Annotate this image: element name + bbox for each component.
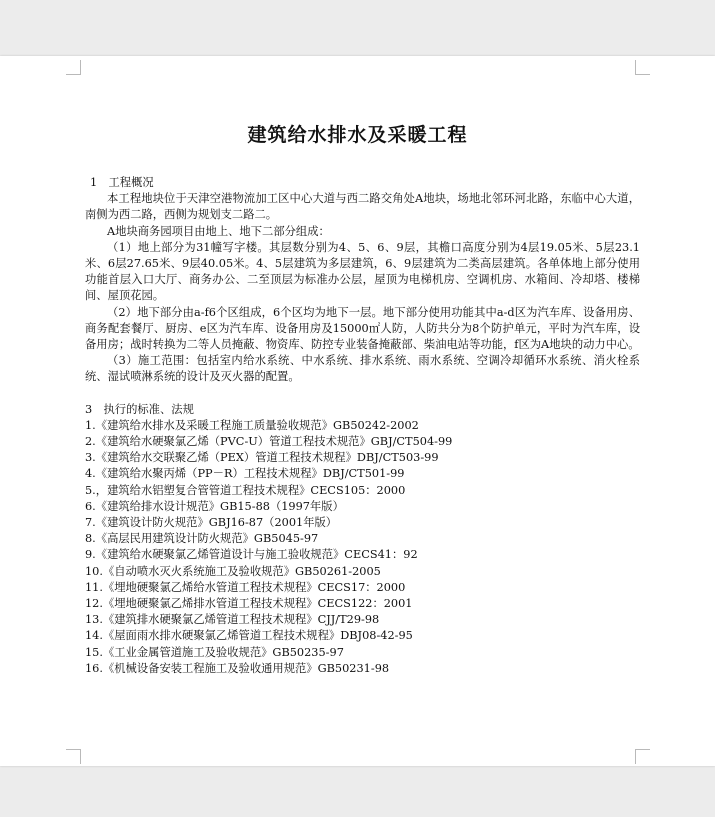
standards-list: [85, 418, 640, 677]
standard-item: 10.《自动喷水灭火系统施工及验收规范》GB50261-2005: [85, 564, 381, 578]
document-page: [0, 56, 715, 766]
section-heading-standards: 3 执行的标准、法规: [85, 402, 194, 416]
standard-item: 1.《建筑给水排水及采暖工程施工质量验收规范》GB50242-2002: [85, 418, 419, 432]
standard-item: 9.《建筑给水硬聚氯乙烯管道设计与施工验收规范》CECS41：92: [85, 548, 418, 562]
standard-item: 5.，建筑给水铝塑复合管管道工程技术规程》CECS105：2000: [85, 483, 406, 497]
crop-mark-top-left: [66, 60, 81, 75]
standard-item: 2.《建筑给水硬聚氯乙烯（PVC-U）管道工程技术规范》GBJ/CT504-99: [85, 435, 453, 449]
crop-mark-bottom-right: [635, 749, 650, 764]
standard-item: 15.《工业金属管道施工及验收规范》GB50235-97: [85, 645, 344, 659]
crop-mark-bottom-left: [66, 749, 81, 764]
standard-item: 7.《建筑设计防火规范》GBJ16-87（2001年版）: [85, 516, 338, 530]
document-title: 建筑给水排水及采暖工程: [247, 124, 468, 146]
paragraph-composition: A地块商务园项目由地上、地下二部分组成：: [107, 224, 330, 238]
standard-item: 11.《埋地硬聚氯乙烯给水管道工程技术规程》CECS17：2000: [85, 580, 406, 594]
standard-item: 12.《埋地硬聚氯乙烯排水管道工程技术规程》CECS122：2001: [85, 597, 413, 611]
paragraph-intro: 本工程地块位于天津空港物流加工区中心大道与西二路交角处A地块，场地北邻环河北路，东临中心大道，南侧为西二路，西侧为规划支二路二。: [85, 192, 640, 222]
standard-item: 13.《建筑排水硬聚氯乙烯管道工程技术规程》CJJ/T29-98: [85, 613, 380, 627]
section-spacer: [85, 386, 640, 402]
paragraph-underground: （2）地下部分由a-f6个区组成，6个区均为地下一层。地下部分使用功能其中a-d区为汽车库、设备用房、商务配套餐厅、厨房、e区为汽车库、设备用房及15000㎡人防，人防共分为8个防护单元，平时为汽车库，设备用房；战时转换为二等人员掩蔽、物资库、防控专业装备掩蔽部、柴油电站等功能，f区为A地块的动力中心。: [85, 305, 640, 352]
standard-item: 8.《高层民用建筑设计防火规范》GB5045-97: [85, 532, 319, 546]
standard-item: 3.《建筑给水交联聚乙烯（PEX）管道工程技术规程》DBJ/CT503-99: [85, 451, 439, 465]
document-body: [85, 175, 640, 677]
crop-mark-top-right: [635, 60, 650, 75]
paragraph-scope: （3）施工范围：包括室内给水系统、中水系统、排水系统、雨水系统、空调冷却循环水系统、消火栓系统、湿试喷淋系统的设计及灭火器的配置。: [85, 354, 640, 384]
standard-item: 4.《建筑给水聚丙烯（PP－R）工程技术规程》DBJ/CT501-99: [85, 467, 405, 481]
standard-item: 16.《机械设备安装工程施工及验收通用规范》GB50231-98: [85, 661, 390, 675]
standard-item: 14.《屋面雨水排水硬聚氯乙烯管道工程技术规程》DBJ08-42-95: [85, 629, 413, 643]
standard-item: 6.《建筑给排水设计规范》GB15-88（1997年版）: [85, 499, 344, 513]
paragraph-above-ground: （1）地上部分为31幢写字楼。其层数分别为4、5、6、9层，其檐口高度分别为4层19.05米、5层23.1米、6层27.65米、9层40.05米。4、5层建筑为多层建筑，6、9层建筑为二类高层建筑。各单体地上部分使用功能首层入口大厅、商务办公、二至顶层为标准办公层，屋顶为电梯机房、空调机房、水箱间、冷却塔、楼梯间、屋顶花园。: [85, 240, 640, 303]
section-heading-overview: 1 工程概况: [90, 176, 154, 189]
